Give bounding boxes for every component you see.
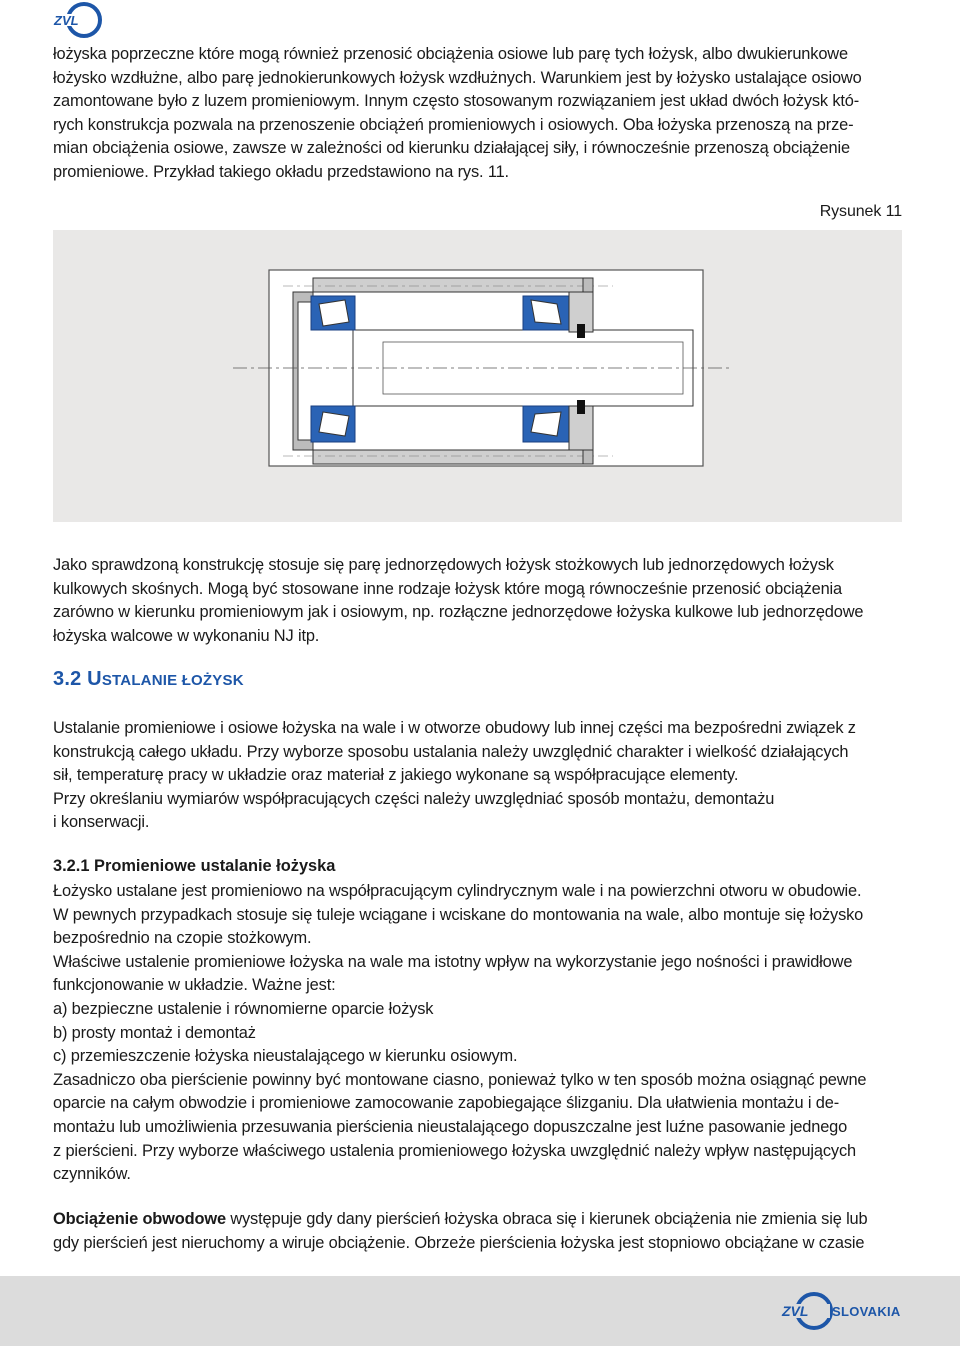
text-line: sił, temperaturę pracy w układzie oraz materiał z jakiego wykonane są współpracujące elementy.: [53, 766, 739, 785]
text-line: bezpośrednio na czopie stożkowym.: [53, 929, 312, 948]
section-heading: [53, 668, 244, 691]
positioning-paragraph: [53, 717, 902, 835]
section-number: 3.2: [53, 668, 82, 690]
text-line: oparcie na całym obwodzie i promieniowe zamocowanie zapobiegające ślizganiu. Dla ułatwienia montażu i de-: [53, 1094, 840, 1113]
text-line: W pewnych przypadkach stosuje się tuleje wciągane i wciskane do montowania na wale, albo montuje się łożysko: [53, 905, 864, 924]
text-line: funkcjonowanie w układzie. Ważne jest:: [53, 976, 336, 995]
bearing-figure: [53, 230, 902, 522]
svg-text:ZVL: ZVL: [782, 1303, 809, 1319]
text-line: i konserwacji.: [53, 813, 150, 832]
text-line: Ustalanie promieniowe i osiowe łożyska na wale i w otworze obudowy lub innej części ma bezpośredni związek z: [53, 719, 856, 737]
design-paragraph: [53, 554, 902, 648]
circumferential-load-paragraph: [53, 1208, 902, 1255]
section-title-rest: STALANIE: [101, 672, 182, 689]
section-title-word: ŁOŻYSK: [181, 672, 244, 689]
figure-caption: Rysunek 11: [819, 203, 902, 220]
text-line: Łożysko ustalane jest promieniowo na współpracującym cylindrycznym wale i na powierzchni otworu w obudowie.: [53, 882, 862, 900]
text-line: Jako sprawdzoną konstrukcję stosuje się parę jednorzędowych łożysk stożkowych lub jednorzędowych łożysk: [53, 556, 834, 574]
bold-term: Obciążenie obwodowe: [53, 1210, 226, 1228]
text-line: z pierścieni. Przy wyborze właściwego ustalenia promieniowego łożyska uwzględnić należy wpływ następujących: [53, 1141, 856, 1160]
text-line: montażu lub umożliwienia przesuwania pierścienia nieustalającego dopuszczalne jest luźne pasowanie jednego: [53, 1117, 848, 1136]
text-line: łożyska walcowe w wykonaniu NJ itp.: [53, 626, 320, 645]
text-line: mian obciążenia osiowe, zawsze w zależności od kierunku działającej siły, i równocześnie przenoszą obciążenie: [53, 139, 850, 158]
text-line: Przy określaniu wymiarów współpracujących części należy uwzględniać sposób montażu, demontażu: [53, 789, 775, 808]
text-line: zarówno w kierunku promieniowym jak i osiowym, np. rozłączne jednorzędowe łożyska kulkowe lub jednorzędowe: [53, 603, 864, 622]
list-item: b) prosty montaż i demontaż: [53, 1023, 256, 1042]
text-line: promieniowe. Przykład takiego okładu przedstawiono na rys. 11.: [53, 162, 509, 181]
subsection-heading: 3.2.1 Promieniowe ustalanie łożyska: [53, 857, 336, 875]
text-line: rych konstrukcja pozwala na przenoszenie obciążeń promieniowych i osiowych. Oba łożyska przenoszą na prze-: [53, 115, 854, 134]
text-line: łożysko wzdłużne, albo parę jednokierunkowych łożysk wzdłużnych. Warunkiem jest by łożysko ustalające osiowo: [53, 68, 862, 87]
text-line: konstrukcją całego układu. Przy wyborze sposobu ustalania należy uwzględnić charakter i wielkość działających: [53, 742, 849, 761]
text-line: kulkowych skośnych. Mogą być stosowane inne rodzaje łożysk które mogą równocześnie przenosić obciążenia: [53, 579, 843, 598]
text-line: Zasadniczo oba pierścienie powinny być montowane ciasno, ponieważ tylko w ten sposób można osiągnąć pewne: [53, 1070, 867, 1089]
svg-text:ZVL: ZVL: [54, 13, 79, 28]
radial-positioning-paragraph: [53, 880, 902, 1187]
intro-paragraph: [53, 43, 902, 185]
text-run: występuje gdy dany pierścień łożyska obraca się i kierunek obciążenia nie zmienia się lub: [225, 1210, 868, 1228]
text-line: Właściwe ustalenie promieniowe łożyska na wale ma istotny wpływ na wykorzystanie jego nośności i prawidłowe: [53, 952, 853, 971]
zvl-logo-icon: [48, 2, 106, 38]
text-line: łożyska poprzeczne które mogą również przenosić obciążenia osiowe lub parę tych łożysk, albo dwukierunkowe: [53, 45, 848, 63]
list-item: c) przemieszczenie łożyska nieustalającego w kierunku osiowym.: [53, 1047, 518, 1066]
text-line: gdy pierścień jest nieruchomy a wiruje obciążenie. Obrzeże pierścienia łożyska jest stopniowo obciążane w czasie: [53, 1233, 865, 1252]
text-line: czynników.: [53, 1165, 131, 1184]
list-item: a) bezpieczne ustalenie i równomierne oparcie łożysk: [53, 999, 434, 1018]
section-title-initial: U: [87, 668, 102, 690]
text-line: zamontowane było z luzem promieniowym. Innym często stosowanym rozwiązaniem jest układ dwóch łożysk któ-: [53, 92, 860, 111]
footer-brand: SLOVAKIA: [832, 1304, 901, 1319]
text-line: [53, 1208, 902, 1232]
